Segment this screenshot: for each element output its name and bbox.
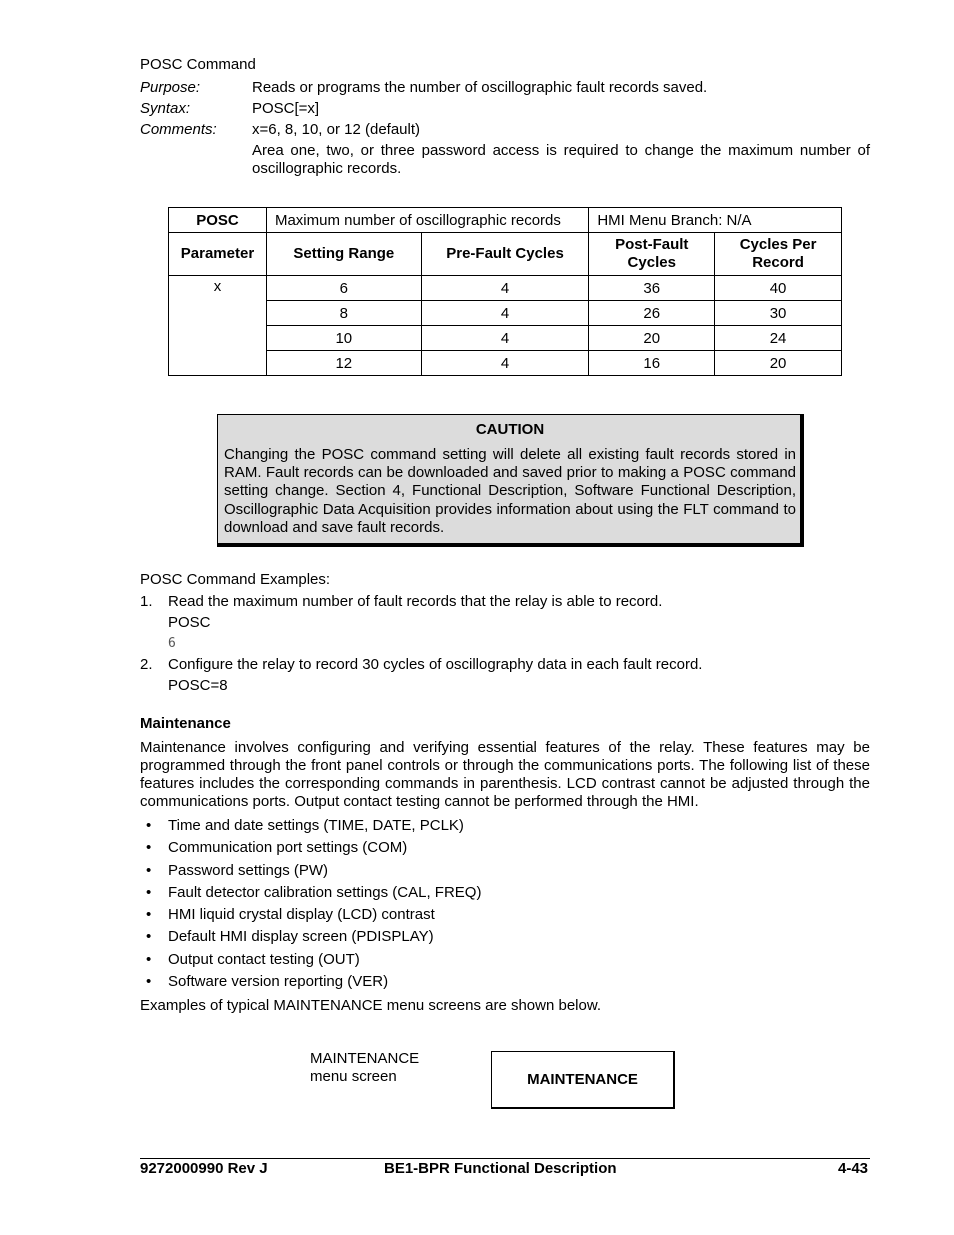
bullet-icon: • <box>146 951 152 968</box>
bullet-icon: • <box>146 973 152 990</box>
example-response: 6 <box>168 636 176 651</box>
list-item: Software version reporting (VER) <box>168 973 389 990</box>
table-row <box>169 301 842 326</box>
header-cycles-per-record: Cycles Per Record <box>715 233 842 276</box>
caution-box <box>217 414 804 547</box>
maintenance-menu-screen: MAINTENANCE <box>491 1051 675 1109</box>
bullet-icon: • <box>146 839 152 856</box>
menu-caption-line1: MAINTENANCE <box>310 1050 420 1067</box>
comments-label: Comments: <box>140 121 217 138</box>
syntax-label: Syntax: <box>140 100 191 117</box>
list-item: Default HMI display screen (PDISPLAY) <box>168 928 434 945</box>
footer-page-number: 4-43 <box>838 1160 869 1177</box>
list-item: Communication port settings (COM) <box>168 839 408 856</box>
table-cell: 12 <box>266 351 421 376</box>
bullet-icon: • <box>146 906 152 923</box>
maintenance-closing: Examples of typical MAINTENANCE menu screens are shown below. <box>140 997 602 1014</box>
table-cell: 6 <box>266 276 421 301</box>
comments-value: x=6, 8, 10, or 12 (default) <box>252 121 421 138</box>
table-row <box>169 326 842 351</box>
list-item: Time and date settings (TIME, DATE, PCLK) <box>168 817 464 834</box>
example-text: Read the maximum number of fault records that the relay is able to record. <box>168 593 663 610</box>
list-item: Fault detector calibration settings (CAL, FREQ) <box>168 884 482 901</box>
table-desc-cell: Maximum number of oscillographic records <box>266 208 588 233</box>
bullet-icon: • <box>146 817 152 834</box>
header-post-fault: Post-Fault Cycles <box>589 233 715 276</box>
example-text: Configure the relay to record 30 cycles of oscillography data in each fault record. <box>168 656 703 673</box>
purpose-label: Purpose: <box>140 79 201 96</box>
table-cell: 40 <box>715 276 842 301</box>
posc-table <box>168 207 842 376</box>
table-cell: 24 <box>715 326 842 351</box>
caution-body: Changing the POSC command setting will delete all existing fault records stored in RAM. Fault records can be downloaded and saved prior to making a POSC command setting change. Section 4, Functional Description, Software Functional Description, Oscillographic Data Acquisition provides information about using the FLT command to download and save fault records. <box>224 446 796 536</box>
list-item: Password settings (PW) <box>168 862 329 879</box>
bullet-icon: • <box>146 928 152 945</box>
footer-divider <box>140 1158 870 1159</box>
header-pre-fault: Pre-Fault Cycles <box>421 233 589 276</box>
param-cell: x <box>169 276 267 376</box>
caution-title: CAUTION <box>475 421 545 438</box>
table-cell: 26 <box>589 301 715 326</box>
table-title-cell: POSC <box>169 208 267 233</box>
footer-doc-number: 9272000990 Rev J <box>140 1160 268 1177</box>
list-item: HMI liquid crystal display (LCD) contrast <box>168 906 435 923</box>
header-parameter: Parameter <box>169 233 267 276</box>
example-command: POSC <box>168 614 211 631</box>
examples-title: POSC Command Examples: <box>140 571 331 588</box>
comments-extra: Area one, two, or three password access is required to change the maximum number of oscillographic records. <box>252 142 870 177</box>
table-cell: 30 <box>715 301 842 326</box>
table-cell: 4 <box>421 326 589 351</box>
maintenance-paragraph: Maintenance involves configuring and verifying essential features of the relay. These features may be programmed through the front panel controls or through the communications ports. The following list of these features includes the corresponding commands in parenthesis. LCD contrast cannot be adjusted through the communications ports. Output contact testing cannot be performed through the HMI. <box>140 739 870 810</box>
syntax-value: POSC[=x] <box>252 100 320 117</box>
table-cell: 10 <box>266 326 421 351</box>
table-row <box>169 351 842 376</box>
header-setting-range: Setting Range <box>266 233 421 276</box>
table-cell: 20 <box>589 326 715 351</box>
table-cell: 4 <box>421 301 589 326</box>
maintenance-heading: Maintenance <box>140 715 231 732</box>
bullet-icon: • <box>146 884 152 901</box>
table-hmi-cell: HMI Menu Branch: N/A <box>589 208 842 233</box>
example-command: POSC=8 <box>168 677 228 694</box>
table-cell: 20 <box>715 351 842 376</box>
page-heading: POSC Command <box>140 56 256 73</box>
example-number: 2. <box>140 656 153 673</box>
table-cell: 16 <box>589 351 715 376</box>
purpose-value: Reads or programs the number of oscillographic fault records saved. <box>252 79 708 96</box>
table-cell: 4 <box>421 351 589 376</box>
list-item: Output contact testing (OUT) <box>168 951 360 968</box>
footer-title: BE1-BPR Functional Description <box>384 1160 617 1177</box>
table-cell: 8 <box>266 301 421 326</box>
table-row <box>169 276 842 301</box>
table-cell: 36 <box>589 276 715 301</box>
example-number: 1. <box>140 593 153 610</box>
table-cell: 4 <box>421 276 589 301</box>
menu-caption-line2: menu screen <box>310 1068 397 1085</box>
bullet-icon: • <box>146 862 152 879</box>
